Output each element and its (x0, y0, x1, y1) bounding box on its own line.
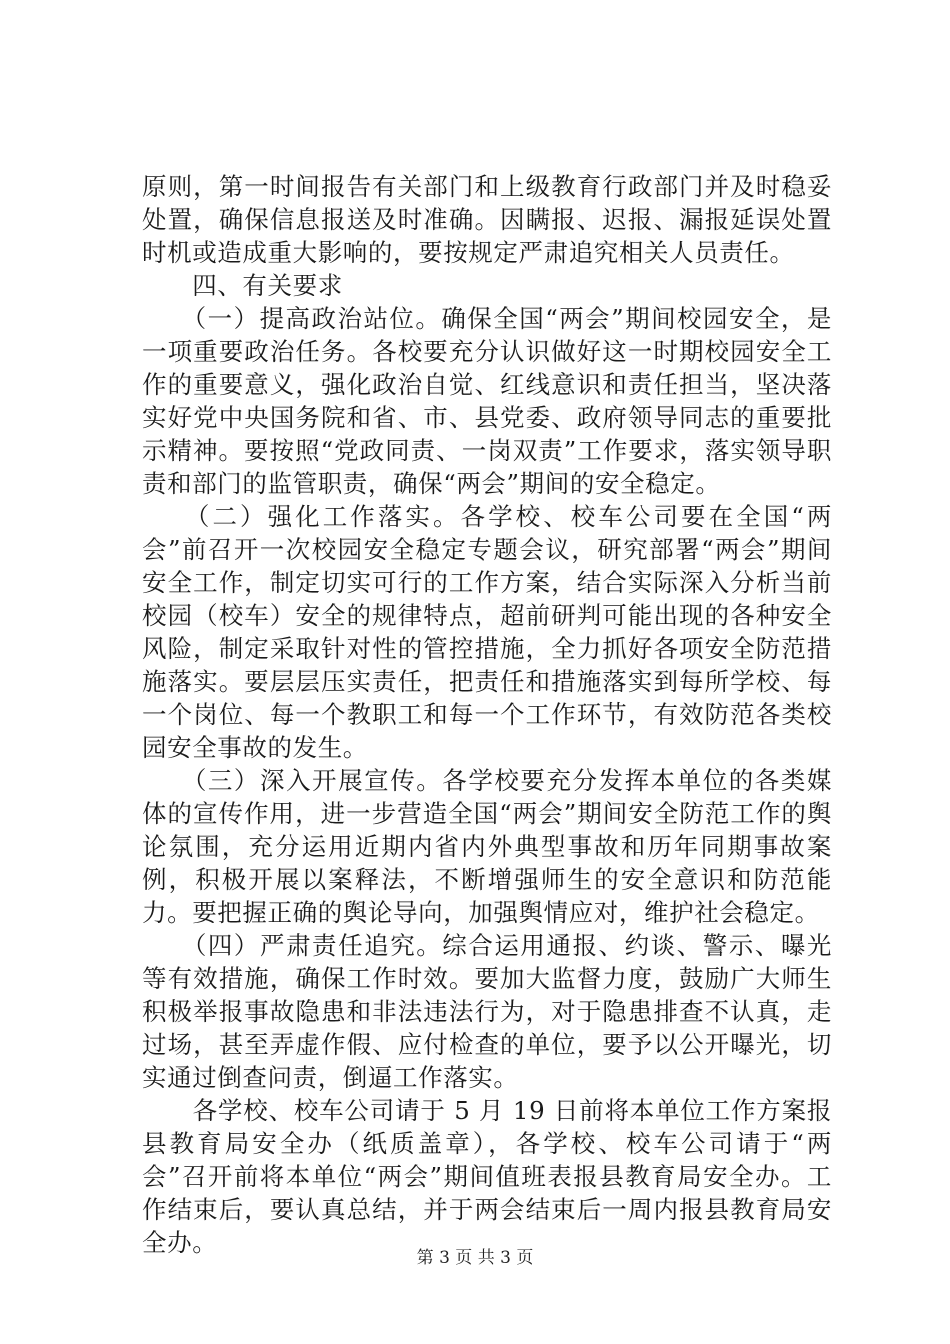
paragraph-requirement-3: （三）深入开展宣传。各学校要充分发挥本单位的各类媒体的宣传作用，进一步营造全国“两会”期间安全防范工作的舆论氛围，充分运用近期内省内外典型事故和历年同期事故案例，积极开展以案释法，不断增强师生的安全意识和防范能力。要把握正确的舆论导向，加强舆情应对，维护社会稳定。 (142, 766, 832, 927)
page-footer: 第 3 页 共 3 页 (416, 1248, 534, 1268)
paragraph-closing-notice: 各学校、校车公司请于 5 月 19 日前将本单位工作方案报县教育局安全办（纸质盖章），各学校、校车公司请于“两会”召开前将本单位“两会”期间值班表报县教育局安全办。工作结束后，要认真总结，并于两会结束后一周内报县教育局安全办。 (142, 1096, 832, 1257)
section-heading-requirements: 四、有关要求 (142, 271, 343, 300)
document-body (142, 170, 832, 1259)
paragraph-requirement-1: （一）提高政治站位。确保全国“两会”期间校园安全，是一项重要政治任务。各校要充分认识做好这一时期校园安全工作的重要意义，强化政治自觉、红线意识和责任担当，坚决落实好党中央国务院和省、市、县党委、政府领导同志的重要批示精神。要按照“党政同责、一岗双责”工作要求，落实领导职责和部门的监管职责，确保“两会”期间的安全稳定。 (142, 304, 832, 498)
paragraph-continuation: 原则，第一时间报告有关部门和上级教育行政部门并及时稳妥处置，确保信息报送及时准确。因瞒报、迟报、漏报延误处置时机或造成重大影响的，要按规定严肃追究相关人员责任。 (142, 172, 832, 267)
paragraph-requirement-2: （二）强化工作落实。各学校、校车公司要在全国“两会”前召开一次校园安全稳定专题会议，研究部署“两会”期间安全工作，制定切实可行的工作方案，结合实际深入分析当前校园（校车）安全的规律特点，超前研判可能出现的各种安全风险，制定采取针对性的管控措施，全力抓好各项安全防范措施落实。要层层压实责任，把责任和措施落实到每所学校、每一个岗位、每一个教职工和每一个工作环节，有效防范各类校园安全事故的发生。 (142, 502, 832, 762)
paragraph-requirement-4: （四）严肃责任追究。综合运用通报、约谈、警示、曝光等有效措施，确保工作时效。要加大监督力度，鼓励广大师生积极举报事故隐患和非法违法行为，对于隐患排查不认真，走过场，甚至弄虚作假、应付检查的单位，要予以公开曝光，切实通过倒查问责，倒逼工作落实。 (142, 931, 832, 1092)
